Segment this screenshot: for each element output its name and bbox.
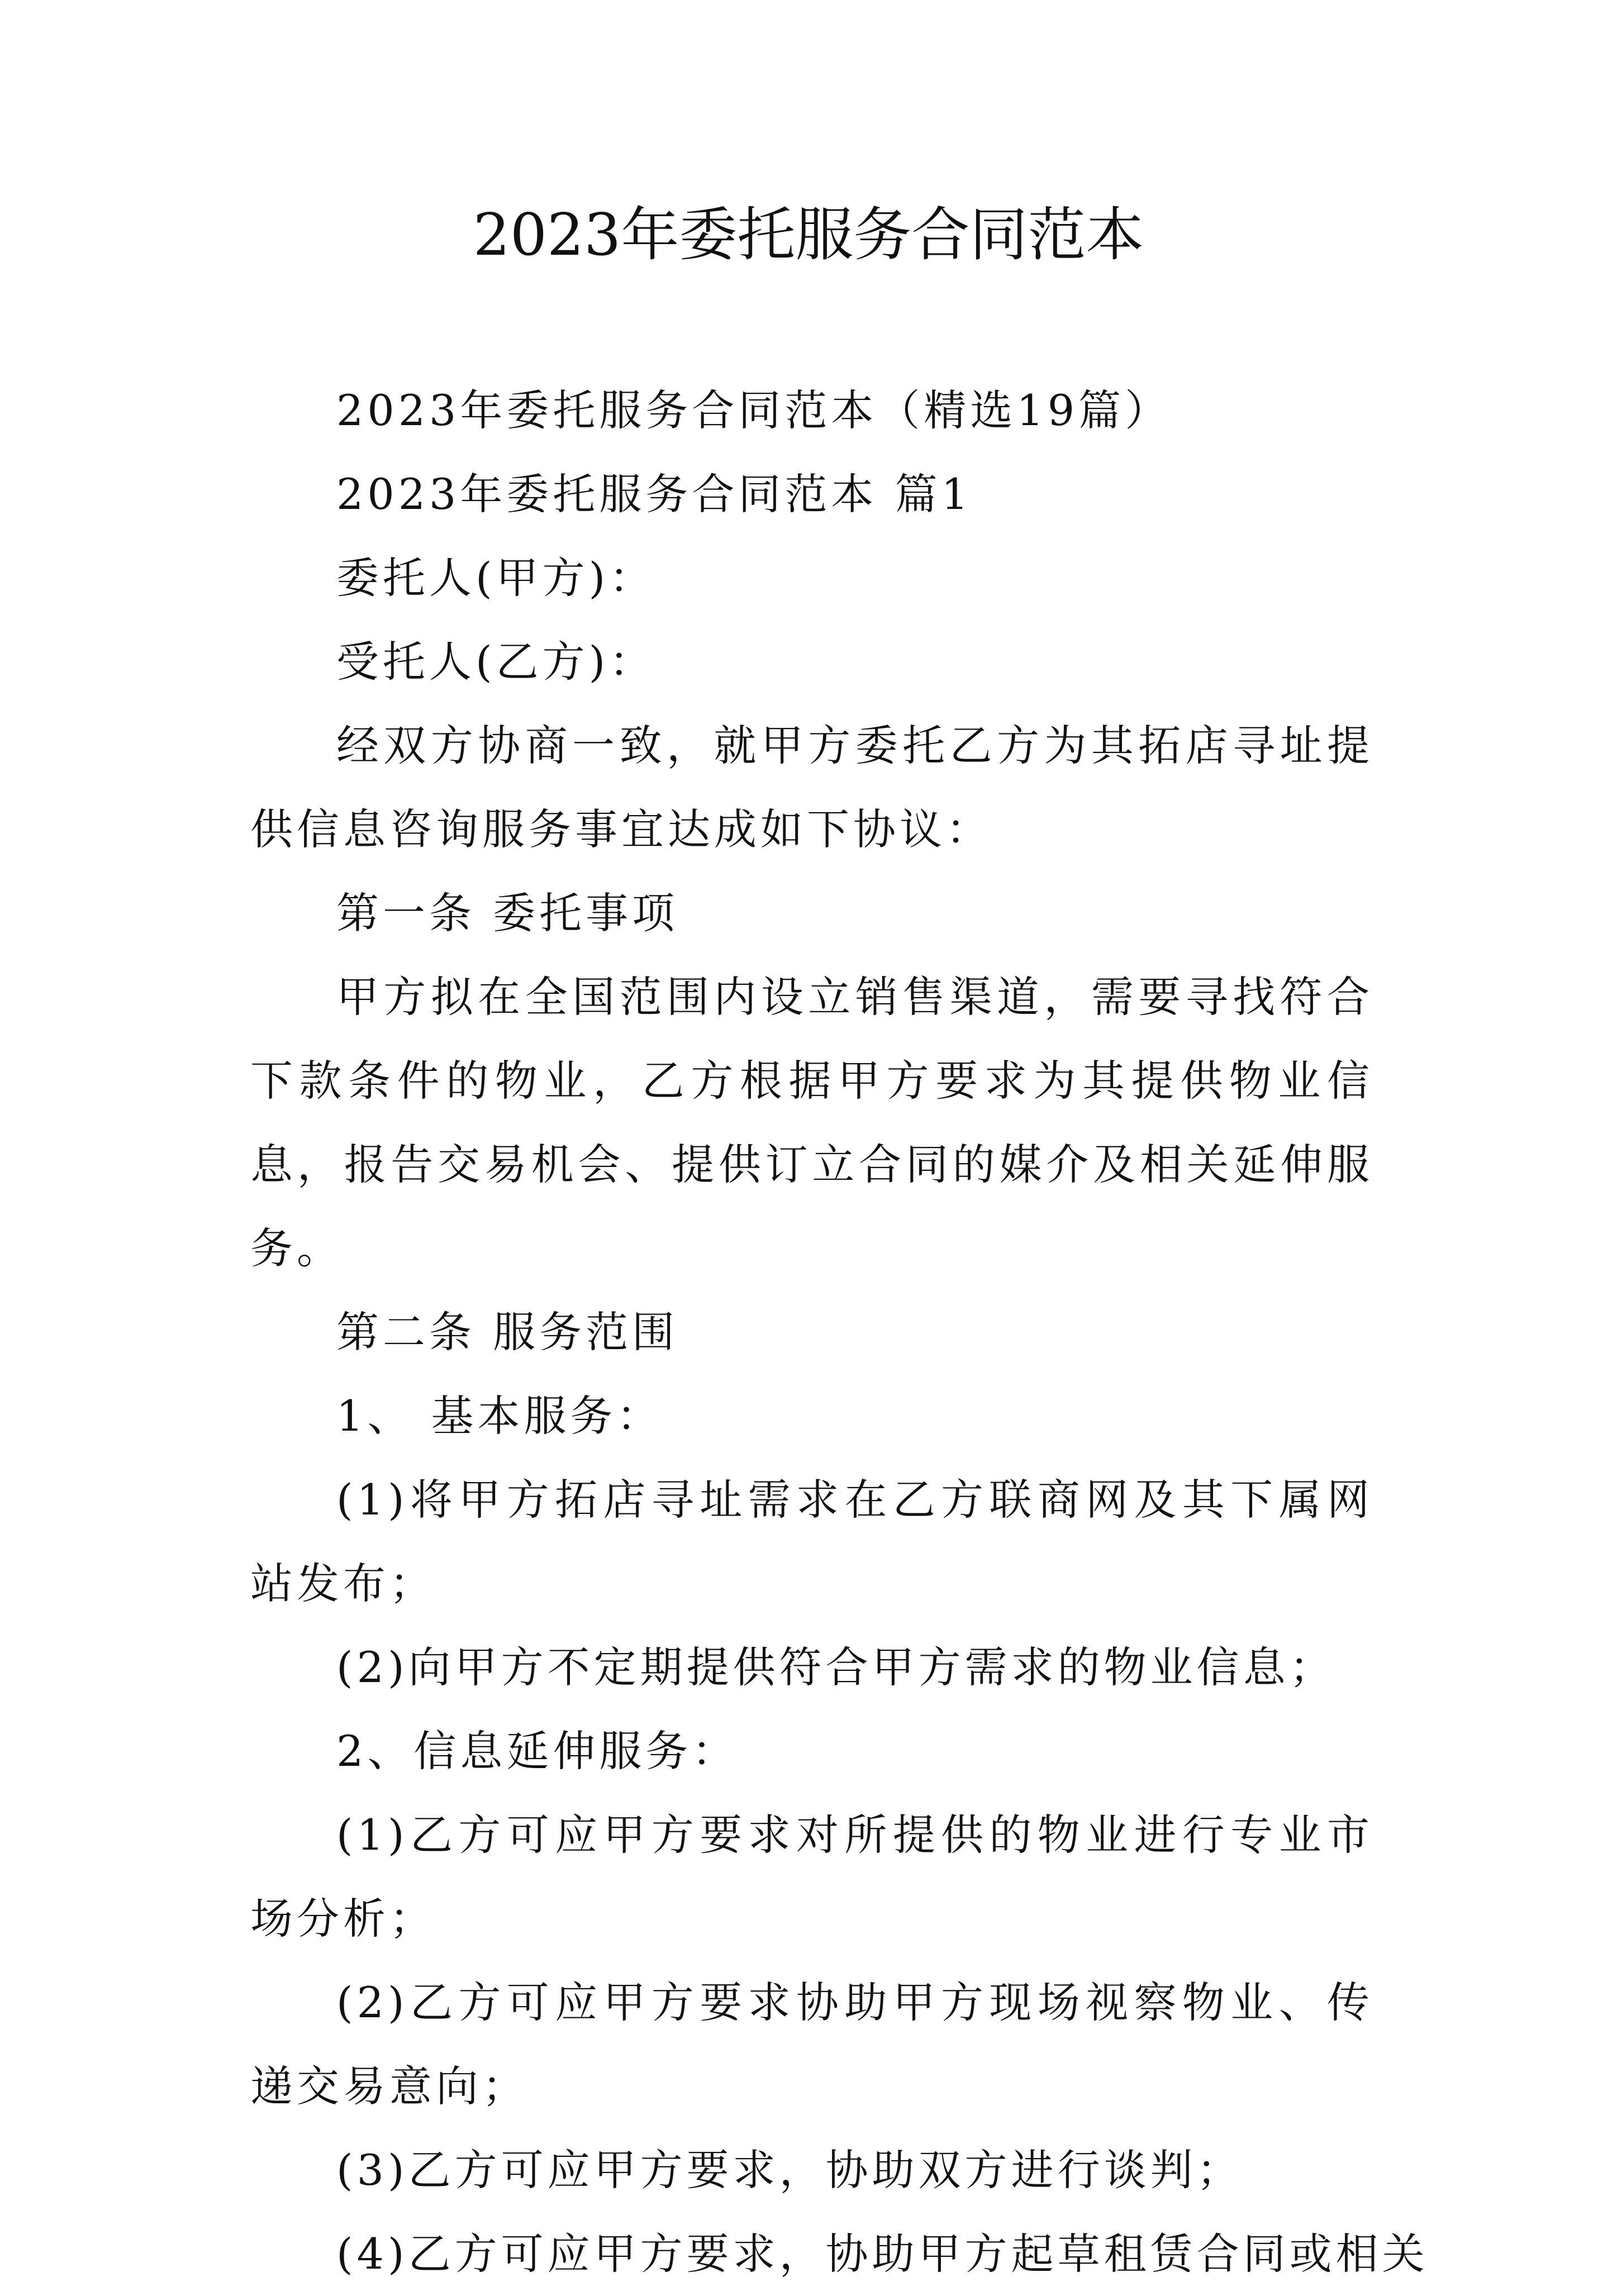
paragraph-article-1-heading: 第一条 委托事项 bbox=[336, 888, 679, 938]
document-title: 2023年委托服务合同范本 bbox=[473, 201, 1144, 269]
paragraph-section-heading: 2023年委托服务合同范本 篇1 bbox=[336, 469, 972, 519]
paragraph-basic-services-heading: 1、 基本服务： bbox=[336, 1391, 663, 1441]
paragraph-extended-service-2: (2)乙方可应甲方要求协助甲方现场视察物业、传递交易意向； bbox=[250, 1978, 1373, 2111]
paragraph-party-b: 受托人(乙方)： bbox=[336, 637, 656, 687]
paragraph-preamble: 经双方协商一致，就甲方委托乙方为其拓店寻址提供信息咨询服务事宜达成如下协议： bbox=[250, 721, 1373, 854]
paragraph-extended-service-1: (1)乙方可应甲方要求对所提供的物业进行专业市场分析； bbox=[250, 1810, 1373, 1943]
paragraph-extended-service-3: (3)乙方可应甲方要求，协助双方进行谈判； bbox=[336, 2145, 1243, 2195]
paragraph-collection-heading: 2023年委托服务合同范本（精选19篇） bbox=[336, 385, 1172, 435]
paragraph-article-1-body: 甲方拟在全国范围内设立销售渠道，需要寻找符合下款条件的物业，乙方根据甲方要求为其提供物业信息，报告交易机会、提供订立合同的媒介及相关延伸服务。 bbox=[250, 972, 1373, 1273]
paragraph-extended-service-4: (4)乙方可应甲方要求，协助甲方起草租赁合同或相关 bbox=[336, 2229, 1429, 2279]
paragraph-basic-service-1: (1)将甲方拓店寻址需求在乙方联商网及其下属网站发布； bbox=[250, 1475, 1373, 1608]
paragraph-party-a: 委托人(甲方)： bbox=[336, 553, 656, 603]
paragraph-basic-service-2: (2)向甲方不定期提供符合甲方需求的物业信息； bbox=[336, 1642, 1336, 1692]
document-body bbox=[250, 369, 1429, 2296]
paragraph-extended-services-heading: 2、信息延伸服务： bbox=[336, 1726, 739, 1776]
paragraph-article-2-heading: 第二条 服务范围 bbox=[336, 1307, 679, 1357]
